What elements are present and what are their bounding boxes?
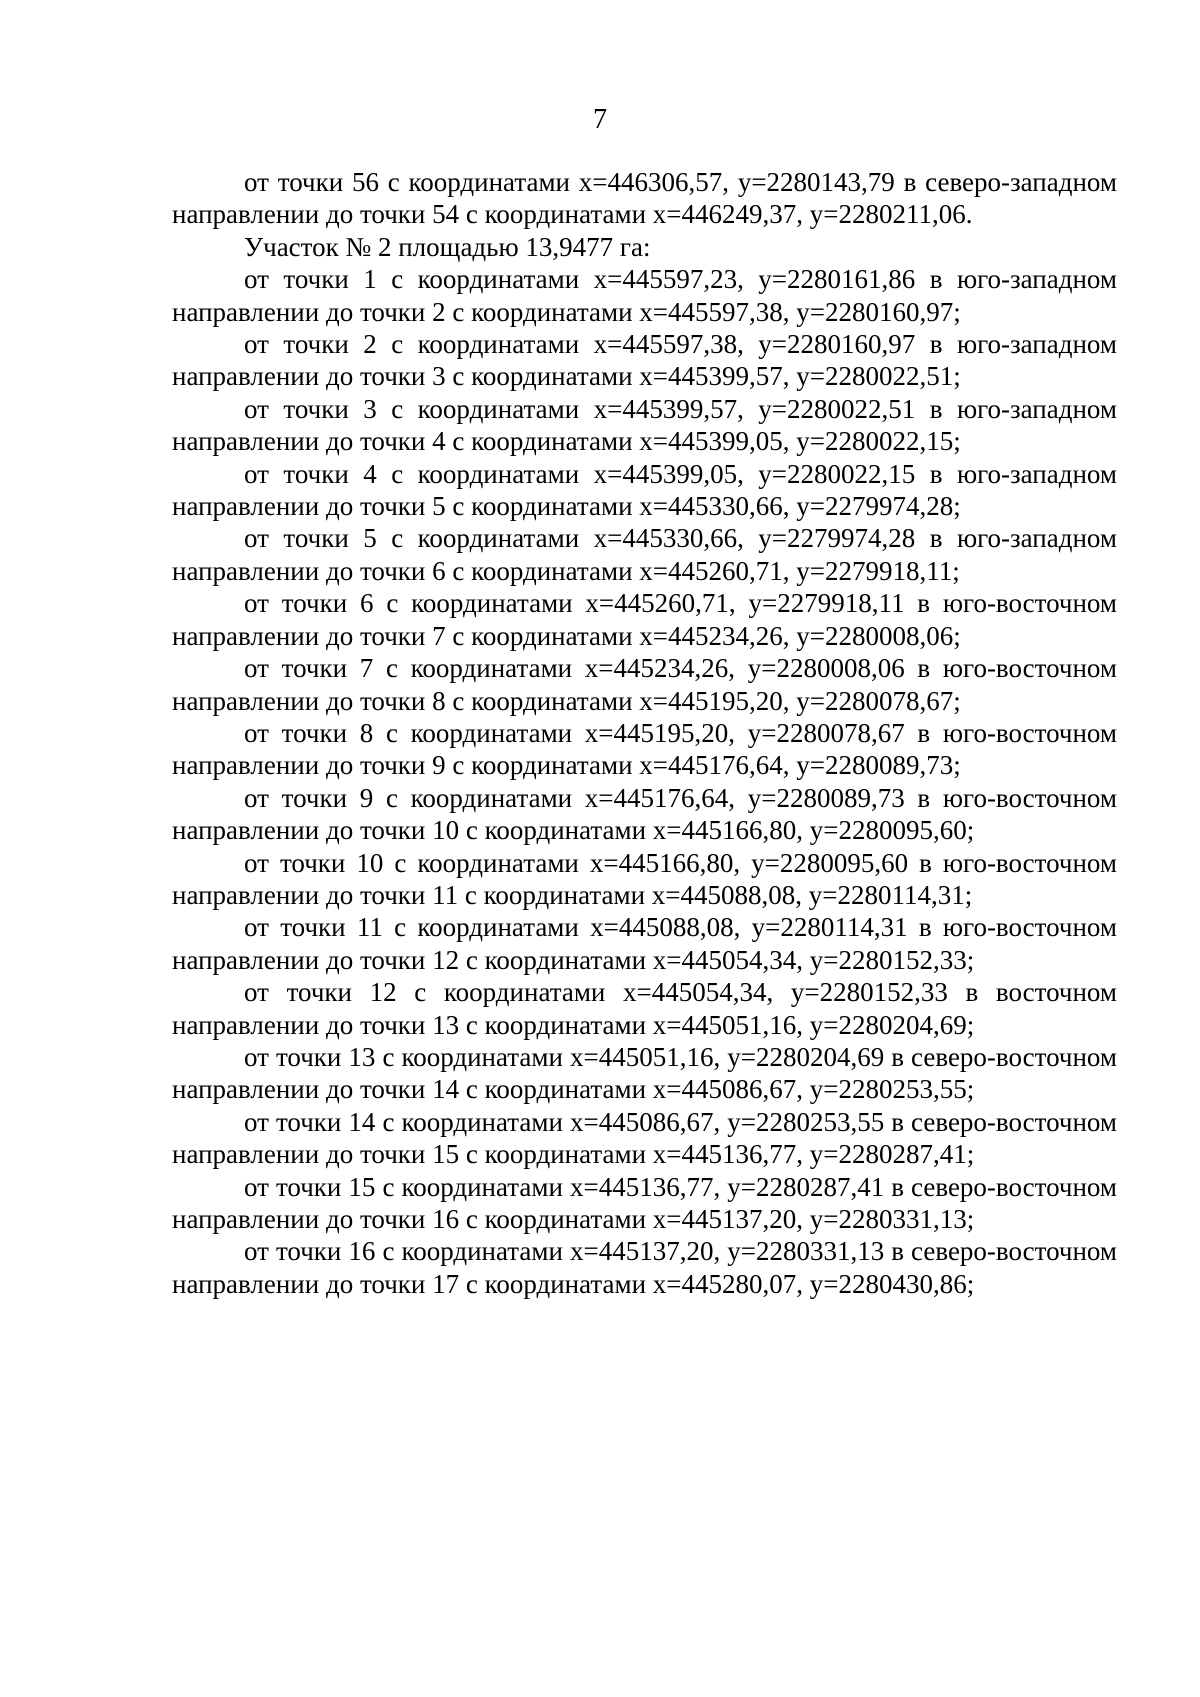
paragraph-boundary-8-9: от точки 8 с координатами x=445195,20, y=2280078,67 в юго-восточном направлении до точки 9 с координатами x=445176,64, y=2280089,73; xyxy=(172,717,1117,781)
paragraph-boundary-16-17: от точки 16 с координатами x=445137,20, y=2280331,13 в северо-восточном направлении до точки 17 с координатами x=445280,07, y=2280430,86; xyxy=(172,1236,1117,1299)
paragraph-boundary-12-13: от точки 12 с координатами x=445054,34, y=2280152,33 в восточном направлении до точки 13 с координатами x=445051,16, y=2280204,69; xyxy=(172,977,1117,1040)
paragraph-boundary-11-12: от точки 11 с координатами x=445088,08, y=2280114,31 в юго-восточном направлении до точки 12 с координатами x=445054,34, y=2280152,33; xyxy=(172,912,1117,975)
paragraph-boundary-5-6: от точки 5 с координатами x=445330,66, y=2279974,28 в юго-западном направлении до точки 6 с координатами x=445260,71, y=2279918,11; xyxy=(172,523,1117,586)
paragraph-boundary-2-3: от точки 2 с координатами x=445597,38, y=2280160,97 в юго-западном направлении до точки 3 с координатами x=445399,57, y=2280022,51; xyxy=(172,329,1117,392)
document-body xyxy=(172,166,1117,1300)
paragraph-boundary-15-16: от точки 15 с координатами x=445136,77, y=2280287,41 в северо-восточном направлении до точки 16 с координатами x=445137,20, y=2280331,13; xyxy=(172,1171,1117,1234)
paragraph-boundary-7-8: от точки 7 с координатами x=445234,26, y=2280008,06 в юго-восточном направлении до точки 8 с координатами x=445195,20, y=2280078,67; xyxy=(172,653,1117,716)
paragraph-boundary-14-15: от точки 14 с координатами x=445086,67, y=2280253,55 в северо-восточном направлении до точки 15 с координатами x=445136,77, y=2280287,41; xyxy=(172,1106,1117,1170)
section-heading-plot-2: Участок № 2 площадью 13,9477 га: xyxy=(244,231,651,262)
page-number: 7 xyxy=(593,104,607,135)
paragraph-boundary-4-5: от точки 4 с координатами x=445399,05, y=2280022,15 в юго-западном направлении до точки 5 с координатами x=445330,66, y=2279974,28; xyxy=(172,458,1117,522)
paragraph-boundary-1-2: от точки 1 с координатами x=445597,23, y=2280161,86 в юго-западном направлении до точки 2 с координатами x=445597,38, y=2280160,97; xyxy=(172,264,1117,327)
paragraph-boundary-6-7: от точки 6 с координатами x=445260,71, y=2279918,11 в юго-восточном направлении до точки 7 с координатами x=445234,26, y=2280008,06; xyxy=(172,588,1117,651)
paragraph-boundary-9-10: от точки 9 с координатами x=445176,64, y=2280089,73 в юго-восточном направлении до точки 10 с координатами x=445166,80, y=2280095,60; xyxy=(172,782,1117,846)
paragraph-boundary-56-54: от точки 56 с координатами x=446306,57, y=2280143,79 в северо-западном направлении до точки 54 с координатами x=446249,37, y=2280211,06. xyxy=(172,167,1117,230)
paragraph-boundary-3-4: от точки 3 с координатами x=445399,57, y=2280022,51 в юго-западном направлении до точки 4 с координатами x=445399,05, y=2280022,15; xyxy=(172,393,1117,457)
paragraph-boundary-13-14: от точки 13 с координатами x=445051,16, y=2280204,69 в северо-восточном направлении до точки 14 с координатами x=445086,67, y=2280253,55; xyxy=(172,1041,1117,1105)
paragraph-boundary-10-11: от точки 10 с координатами x=445166,80, y=2280095,60 в юго-восточном направлении до точки 11 с координатами x=445088,08, y=2280114,31; xyxy=(172,847,1117,910)
